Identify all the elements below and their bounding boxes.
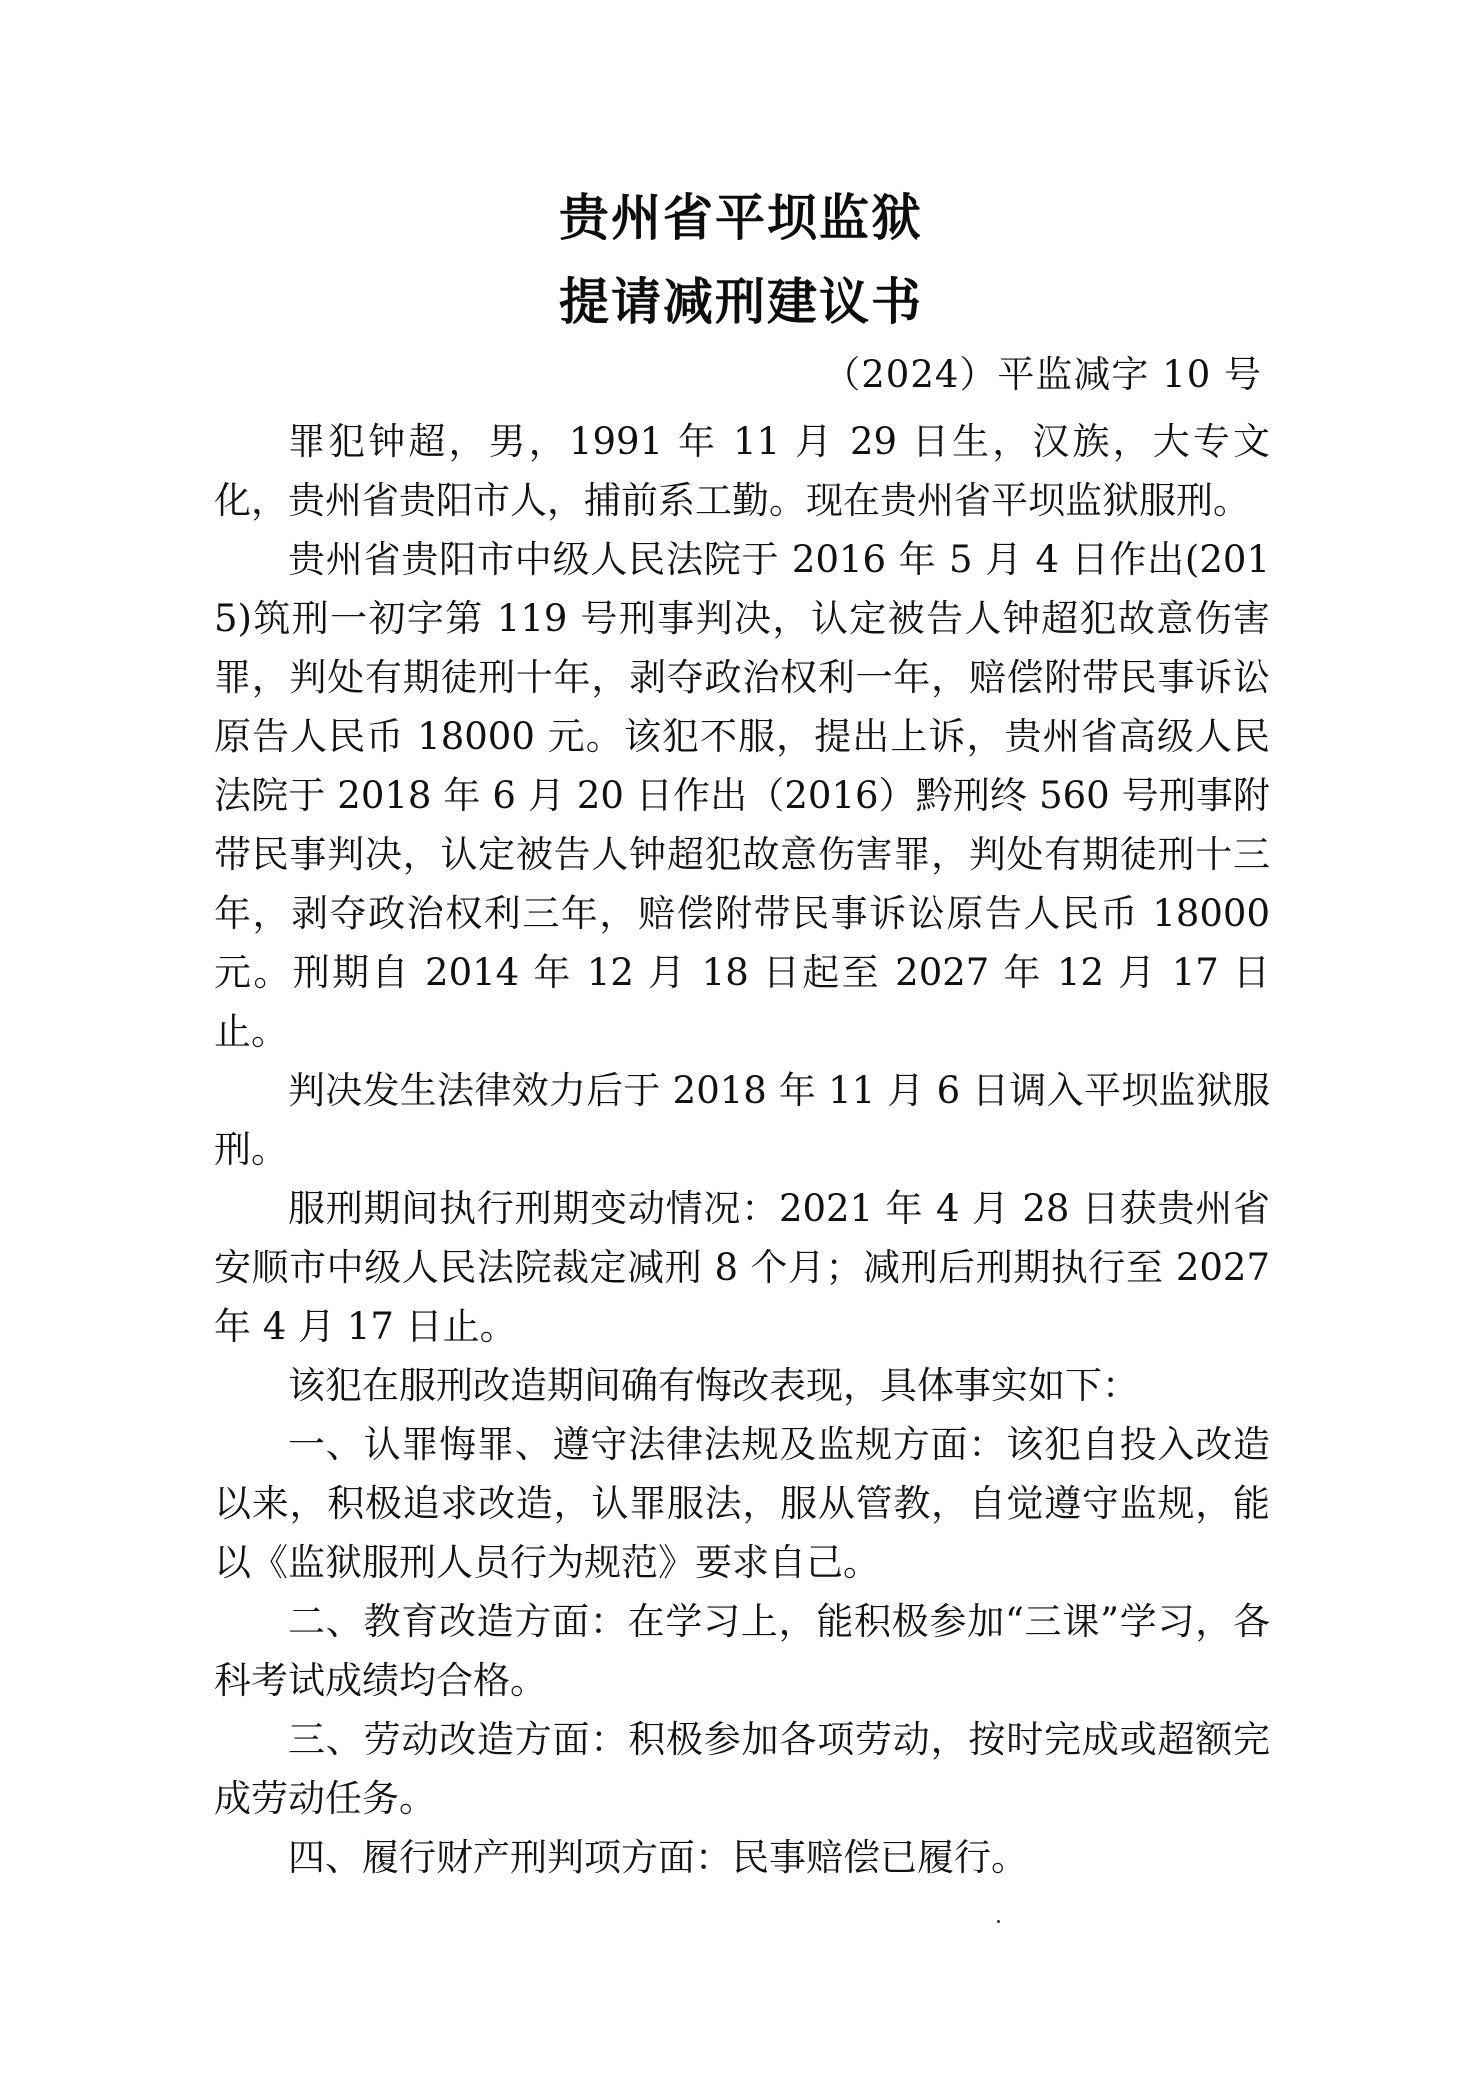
document-number: （2024）平监减字 10 号 [823, 353, 1262, 396]
paragraph-point-2: 二、教育改造方面：在学习上，能积极参加“三课”学习，各科考试成绩均合格。 [214, 1600, 1270, 1702]
paragraph-sentence-changes: 服刑期间执行刑期变动情况：2021 年 4 月 28 日获贵州省安顺市中级人民法院裁定减刑 8 个月；减刑后刑期执行至 2027 年 4 月 17 日止。 [214, 1187, 1270, 1348]
paragraph-judgment: 贵州省贵阳市中级人民法院于 2016 年 5 月 4 日作出(2015)筑刑一初字第 119 号刑事判决，认定被告人钟超犯故意伤害罪，判处有期徒刑十年，剥夺政治权利一年，赔偿附带民事诉讼原告人民币 18000 元。该犯不服，提出上诉，贵州省高级人民法院于 2018 年 6 月 20 日作出（2016）黔刑终 560 号刑事附带民事判决，认定被告人钟超犯故意伤害罪，判处有期徒刑十三年，剥夺政治权利三年，赔偿附带民事诉讼原告人民币 18000 元。刑期自 2014 年 12 月 18 日起至 2027 年 12 月 17 日止。 [214, 538, 1270, 1053]
paragraph-point-1: 一、认罪悔罪、遵守法律法规及监规方面：该犯自投入改造以来，积极追求改造，认罪服法，服从管教，自觉遵守监规，能以《监狱服刑人员行为规范》要求自己。 [214, 1423, 1270, 1584]
paragraph-point-4: 四、履行财产刑判项方面：民事赔偿已履行。 [288, 1836, 1028, 1879]
paragraph-repentance-intro: 该犯在服刑改造期间确有悔改表现，具体事实如下： [288, 1364, 1139, 1407]
paragraph-personal-info: 罪犯钟超，男，1991 年 11 月 29 日生，汉族，大专文化，贵州省贵阳市人，捕前系工勤。现在贵州省平坝监狱服刑。 [214, 420, 1270, 522]
document-title-line1: 贵州省平坝监狱 [559, 189, 923, 247]
scan-speck [997, 1920, 1000, 1923]
paragraph-transfer: 判决发生法律效力后于 2018 年 11 月 6 日调入平坝监狱服刑。 [214, 1069, 1270, 1171]
document-body [214, 412, 1270, 1887]
document-title-line2: 提请减刑建议书 [559, 273, 923, 331]
paragraph-point-3: 三、劳动改造方面：积极参加各项劳动，按时完成或超额完成劳动任务。 [214, 1718, 1270, 1820]
